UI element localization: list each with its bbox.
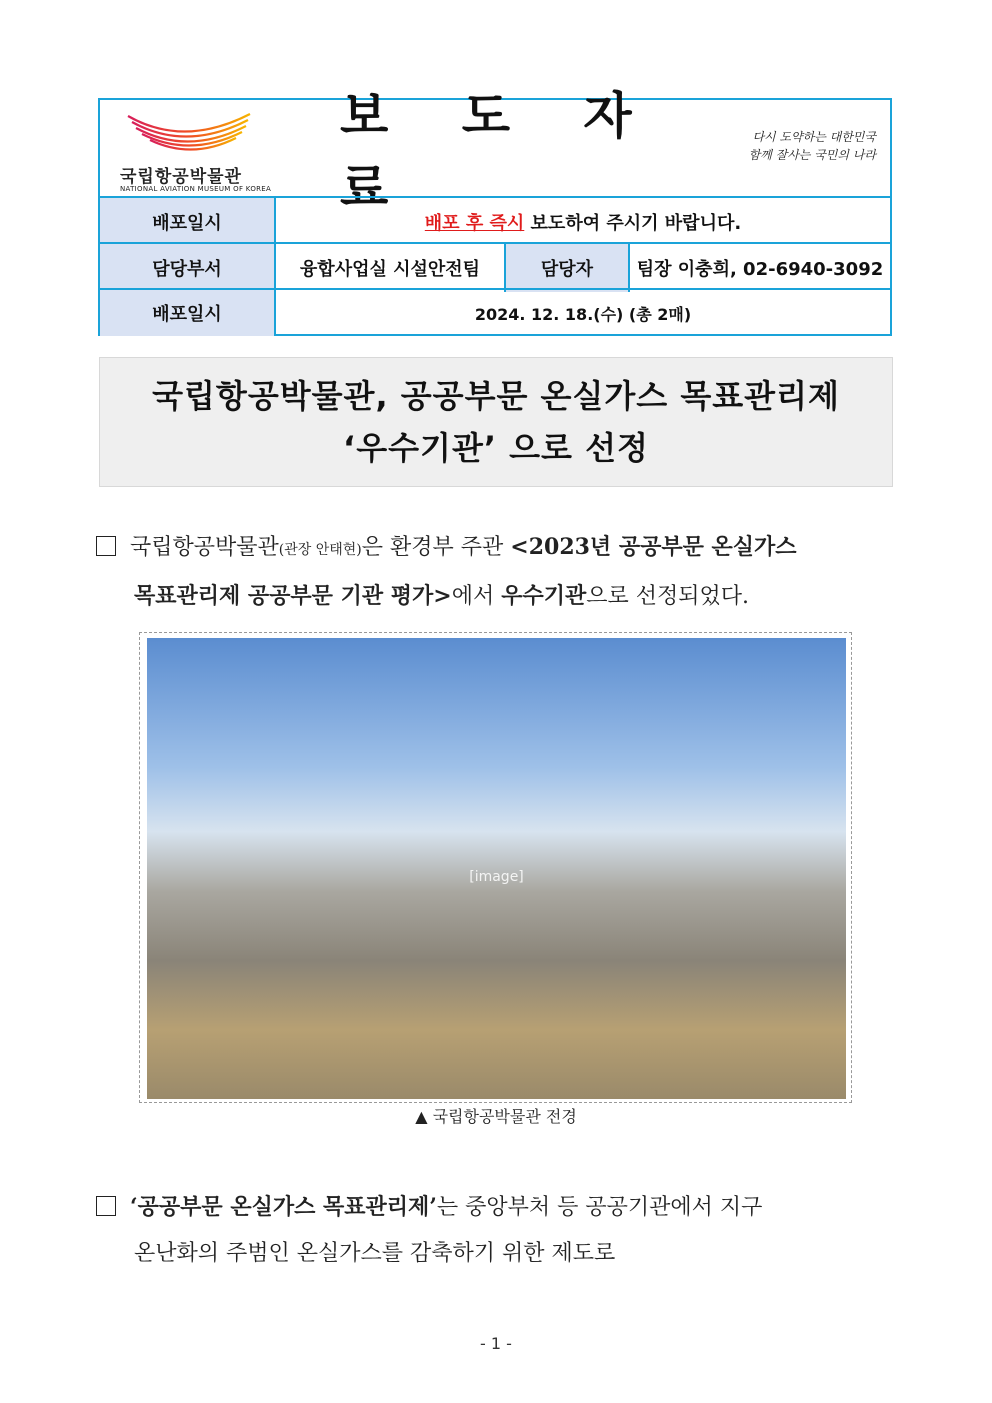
paragraph-2-line-2: 온난화의 주범인 온실가스를 감축하기 위한 제도로 — [134, 1241, 616, 1266]
p1-evaluation-start: <2023년 공공부문 온실가스 — [510, 534, 797, 560]
museum-photo — [147, 638, 846, 1099]
paragraph-2-line-1 — [96, 1184, 896, 1231]
department-label: 담당부서 — [100, 244, 276, 292]
release-row — [100, 196, 890, 246]
photo-caption: ▲ 국립항공박물관 전경 — [415, 1107, 577, 1126]
slogan-line-2: 함께 잘사는 국민의 나라 — [748, 148, 876, 162]
date-value: 2024. 12. 18.(수) (총 2매) — [474, 304, 692, 324]
date-label: 배포일시 — [100, 290, 276, 336]
photo-placeholder-label: [image] — [469, 868, 524, 885]
p1-end: 으로 선정되었다. — [586, 584, 749, 609]
document-title: 보 도 자 료 — [340, 86, 660, 217]
p1-museum: 국립항공박물관 — [130, 535, 279, 560]
press-release-header — [98, 86, 892, 336]
paragraph-2 — [96, 1184, 896, 1277]
release-highlight: 배포 후 즉시 — [424, 213, 525, 234]
logo-english-name: NATIONAL AVIATION MUSEUM OF KOREA — [120, 185, 272, 193]
museum-logo — [114, 106, 279, 193]
p1-director: (관장 안태현) — [278, 542, 362, 558]
date-row — [100, 288, 890, 336]
museum-photo-frame — [139, 632, 852, 1103]
department-value: 융합사업실 시설안전팀 — [276, 244, 506, 292]
p1-evaluation-end: 목표관리제 공공부문 기관 평가> — [134, 583, 452, 609]
release-value — [276, 198, 890, 246]
logo-wing-graphic — [124, 108, 254, 160]
checkbox-bullet-icon — [96, 1196, 116, 1216]
logo-name: 국립항공박물관 — [120, 167, 242, 187]
checkbox-bullet-icon — [96, 536, 116, 556]
department-row — [100, 242, 890, 292]
p1-mid: 에서 — [451, 584, 502, 609]
p1-text: 은 환경부 주관 — [361, 535, 511, 560]
header-top — [100, 86, 890, 217]
release-value-rest: 보도하여 주시기 바랍니다. — [524, 213, 742, 234]
paragraph-1 — [96, 524, 896, 620]
headline-box — [99, 357, 893, 487]
p2-bold: ‘공공부문 온실가스 목표관리제’ — [130, 1194, 437, 1220]
p2-rest: 는 중앙부처 등 공공기관에서 지구 — [436, 1195, 763, 1220]
p1-excellent: 우수기관 — [501, 583, 587, 609]
government-slogan — [726, 128, 876, 164]
paragraph-1-line-1 — [96, 524, 896, 573]
contact-value: 팀장 이충희, 02-6940-3092 — [636, 259, 884, 280]
release-label: 배포일시 — [100, 198, 276, 246]
page-number: - 1 - — [480, 1334, 512, 1353]
contact-label: 담당자 — [506, 244, 630, 292]
paragraph-1-line-2 — [96, 573, 896, 620]
headline-line-1: 국립항공박물관, 공공부문 온실가스 목표관리제 — [152, 377, 840, 415]
slogan-line-1: 다시 도약하는 대한민국 — [752, 130, 876, 144]
headline-line-2: ‘우수기관’ 으로 선정 — [343, 429, 649, 467]
